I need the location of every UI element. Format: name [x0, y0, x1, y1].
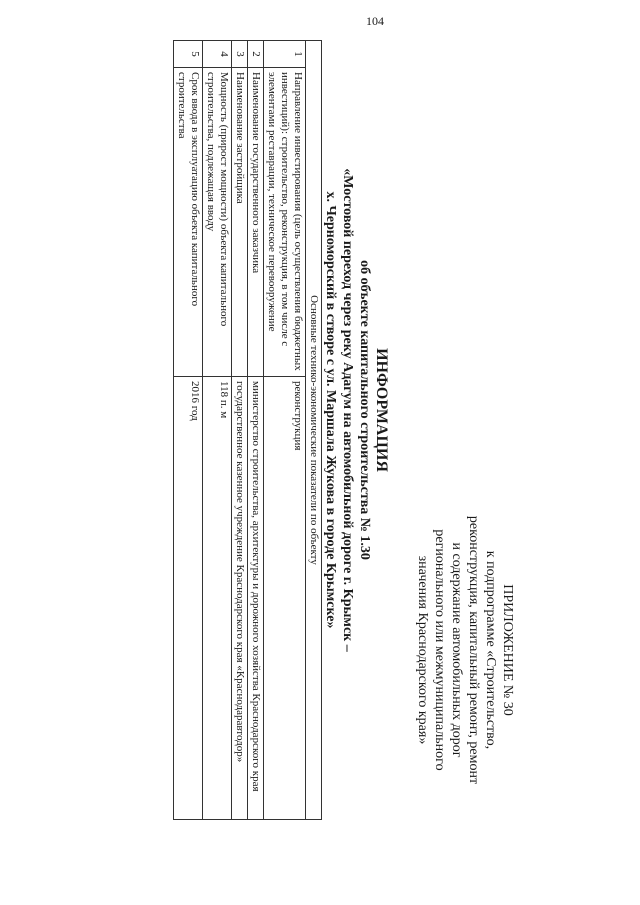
- row-parameter: Наименование государственного заказчика: [248, 68, 264, 377]
- info-heading: ИНФОРМАЦИЯ: [373, 348, 390, 472]
- row-value: реконструкция: [264, 377, 306, 820]
- object-name-line: х. Черноморский в створе с ул. Маршала Жукова в городе Крымске»: [323, 191, 338, 629]
- annex-title: ПРИЛОЖЕНИЕ № 30: [500, 584, 515, 716]
- annex-line: значения Краснодарского края»: [415, 555, 430, 745]
- row-parameter: Мощность (прирост мощности) объекта капитального строительства, подлежащая вводу: [203, 68, 232, 377]
- row-number: 5: [174, 41, 203, 68]
- table-row: [248, 41, 264, 820]
- annex-line: к подпрограмме «Строительство,: [483, 550, 498, 750]
- row-value: министерство строительства, архитектуры и дорожного хозяйства Краснодарского края: [248, 377, 264, 820]
- table-header: Основные технико-экономические показатели по объекту: [306, 41, 322, 820]
- table-row: [174, 41, 203, 820]
- annex-line: реконструкция, капитальный ремонт, ремонт: [466, 515, 481, 785]
- table-row: [203, 41, 232, 820]
- rotated-landscape-content: [100, 30, 540, 860]
- row-number: 4: [203, 41, 232, 68]
- table-header-row: [306, 41, 322, 820]
- row-number: 1: [264, 41, 306, 68]
- indicators-table: [173, 40, 322, 820]
- row-value: 2016 год: [174, 377, 203, 820]
- annex-block: [414, 440, 516, 860]
- table-row: [232, 41, 248, 820]
- row-parameter: Направление инвестирования (цель осуществления бюджетных инвестиций): строительство, реконструкция, в том числе с элементами реставрации, техническое перевооружение: [264, 68, 306, 377]
- info-subheading: об объекте капитального строительства № 1.30: [357, 260, 372, 560]
- row-parameter: Срок ввода в эксплуатацию объекта капитального строительства: [174, 68, 203, 377]
- info-block: [322, 90, 390, 730]
- page-number: 104: [366, 14, 384, 28]
- row-parameter: Наименование застройщика: [232, 68, 248, 377]
- row-number: 3: [232, 41, 248, 68]
- table-row: [264, 41, 306, 820]
- row-value: государственное казенное учреждение Краснодарского края «Краснодаравтодор»: [232, 377, 248, 820]
- annex-line: и содержание автомобильных дорог: [449, 542, 464, 758]
- row-value: 118 п. м: [203, 377, 232, 820]
- object-name-line: «Мостовой переход через реку Адагум на автомобильной дороге г. Крымск –: [340, 168, 355, 652]
- row-number: 2: [248, 41, 264, 68]
- annex-line: регионального или межмуниципального: [432, 529, 447, 771]
